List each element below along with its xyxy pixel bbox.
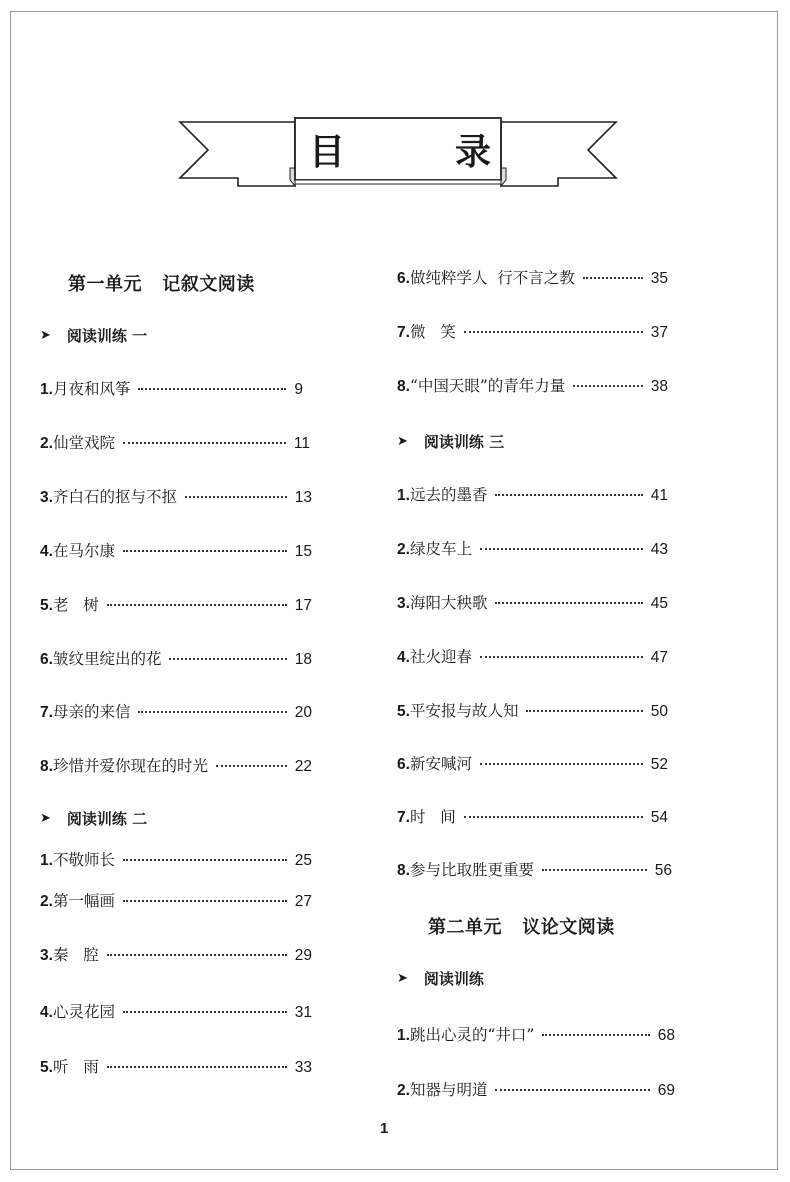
dot-leader <box>526 710 642 712</box>
entry-title: “中国天眼”的青年力量 <box>409 377 566 395</box>
dot-leader <box>138 388 286 390</box>
entry-page: 33 <box>294 1059 312 1076</box>
entry-page: 50 <box>650 703 668 720</box>
dot-leader <box>107 604 287 606</box>
toc-entry[interactable] <box>40 1000 312 1022</box>
entry-title: 珍惜并爱你现在的时光 <box>52 757 208 775</box>
toc-entry[interactable] <box>397 1078 675 1100</box>
entry-title: 微 笑 <box>409 323 456 341</box>
entry-page: 45 <box>650 595 668 612</box>
entry-number: 7. <box>40 704 53 721</box>
entry-number: 1. <box>397 487 410 504</box>
entry-page: 13 <box>294 489 312 506</box>
entry-page: 20 <box>294 704 312 721</box>
unit-1-title: 第一单元 记叙文阅读 <box>68 274 255 295</box>
entry-page: 47 <box>650 649 668 666</box>
toc-title <box>295 119 505 179</box>
dot-leader <box>123 442 286 444</box>
section-label: 阅读训练 <box>423 970 484 988</box>
dot-leader <box>495 602 642 604</box>
section-heading <box>40 808 147 829</box>
entry-number: 5. <box>40 597 53 614</box>
dot-leader <box>464 331 643 333</box>
toc-entry[interactable] <box>40 485 312 507</box>
entry-page: 41 <box>650 487 668 504</box>
entry-page: 25 <box>294 852 312 869</box>
entry-page: 15 <box>294 543 312 560</box>
entry-page: 38 <box>650 378 668 395</box>
dot-leader <box>464 816 643 818</box>
entry-page: 68 <box>657 1027 675 1044</box>
dot-leader <box>583 277 643 279</box>
entry-page: 52 <box>650 756 668 773</box>
section-heading <box>397 968 484 989</box>
toc-entry[interactable] <box>40 943 312 965</box>
toc-entry[interactable] <box>40 593 312 615</box>
entry-number: 4. <box>397 649 410 666</box>
entry-page: 27 <box>294 893 312 910</box>
dot-leader <box>542 869 647 871</box>
toc-entry[interactable] <box>40 647 312 669</box>
entry-number: 6. <box>397 270 410 287</box>
section-heading <box>397 431 504 452</box>
toc-entry[interactable] <box>397 1023 675 1045</box>
toc-entry[interactable] <box>397 483 668 505</box>
entry-number: 1. <box>40 852 53 869</box>
entry-number: 8. <box>40 758 53 775</box>
toc-entry[interactable] <box>397 320 668 342</box>
toc-entry[interactable] <box>40 889 312 911</box>
entry-title: 第一幅画 <box>52 892 115 910</box>
entry-number: 8. <box>397 862 410 879</box>
toc-entry[interactable] <box>40 431 310 453</box>
entry-page: 22 <box>294 758 312 775</box>
section-label: 阅读训练 三 <box>423 433 505 451</box>
entry-title: 皱纹里绽出的花 <box>52 650 162 668</box>
entry-page: 31 <box>294 1004 312 1021</box>
entry-number: 2. <box>40 435 53 452</box>
dot-leader <box>169 658 286 660</box>
entry-title: 参与比取胜更重要 <box>409 861 534 879</box>
dot-leader <box>216 765 287 767</box>
entry-number: 2. <box>40 893 53 910</box>
entry-title: 月夜和风筝 <box>52 380 131 398</box>
section-heading <box>40 325 147 346</box>
entry-page: 17 <box>294 597 312 614</box>
page-number: 1 <box>380 1120 389 1137</box>
entry-number: 3. <box>40 947 53 964</box>
dot-leader <box>123 859 287 861</box>
dot-leader <box>480 763 643 765</box>
toc-entry[interactable] <box>397 752 668 774</box>
toc-entry[interactable] <box>40 539 312 561</box>
toc-entry[interactable] <box>397 858 672 880</box>
entry-title: 时 间 <box>409 808 456 826</box>
entry-page: 37 <box>650 324 668 341</box>
entry-page: 9 <box>294 381 303 398</box>
entry-page: 29 <box>294 947 312 964</box>
entry-title: 新安喊河 <box>409 755 472 773</box>
arrow-bullet-icon: ➤ <box>397 434 408 449</box>
dot-leader <box>138 711 286 713</box>
entry-title: 海阳大秧歌 <box>409 594 488 612</box>
dot-leader <box>542 1034 649 1036</box>
entry-number: 1. <box>40 381 53 398</box>
toc-entry[interactable] <box>397 699 668 721</box>
arrow-bullet-icon: ➤ <box>397 971 408 986</box>
toc-entry[interactable] <box>397 645 668 667</box>
dot-leader <box>107 1066 287 1068</box>
entry-title: 母亲的来信 <box>52 703 131 721</box>
entry-number: 3. <box>397 595 410 612</box>
toc-entry[interactable] <box>397 374 668 396</box>
arrow-bullet-icon: ➤ <box>40 328 51 343</box>
toc-entry[interactable] <box>397 591 668 613</box>
entry-number: 7. <box>397 324 410 341</box>
entry-title: 齐白石的抠与不抠 <box>52 488 177 506</box>
unit-2-title: 第二单元 议论文阅读 <box>428 917 615 938</box>
entry-page: 43 <box>650 541 668 558</box>
dot-leader <box>123 550 287 552</box>
entry-number: 3. <box>40 489 53 506</box>
entry-page: 18 <box>294 651 312 668</box>
toc-entry[interactable] <box>397 266 668 288</box>
entry-title: 听 雨 <box>52 1058 99 1076</box>
entry-title: 平安报与故人知 <box>409 702 519 720</box>
toc-title-char-2: 录 <box>454 131 491 173</box>
entry-number: 2. <box>397 541 410 558</box>
toc-entry[interactable] <box>40 700 312 722</box>
dot-leader <box>480 656 643 658</box>
entry-title: 不敬师长 <box>52 851 115 869</box>
toc-entry[interactable] <box>40 1055 312 1077</box>
entry-title: 知器与明道 <box>409 1081 488 1099</box>
entry-title: 心灵花园 <box>52 1003 115 1021</box>
toc-entry[interactable] <box>397 537 668 559</box>
entry-number: 5. <box>397 703 410 720</box>
entry-title: 仙堂戏院 <box>52 434 115 452</box>
dot-leader <box>185 496 287 498</box>
entry-title: 社火迎春 <box>409 648 472 666</box>
entry-page: 11 <box>293 435 310 452</box>
toc-title-char-1: 目 <box>309 131 346 173</box>
entry-page: 69 <box>657 1082 675 1099</box>
toc-entry[interactable] <box>40 377 303 399</box>
entry-title: 秦 腔 <box>52 946 99 964</box>
section-label: 阅读训练 一 <box>66 327 148 345</box>
dot-leader <box>107 954 287 956</box>
dot-leader <box>480 548 643 550</box>
dot-leader <box>495 1089 649 1091</box>
entry-title: 绿皮车上 <box>409 540 472 558</box>
entry-number: 7. <box>397 809 410 826</box>
entry-number: 4. <box>40 1004 53 1021</box>
entry-title: 做纯粹学人 行不言之教 <box>409 269 575 287</box>
entry-number: 6. <box>40 651 53 668</box>
toc-entry[interactable] <box>40 848 312 870</box>
entry-title: 老 树 <box>52 596 99 614</box>
section-label: 阅读训练 二 <box>66 810 148 828</box>
entry-number: 6. <box>397 756 410 773</box>
dot-leader <box>495 494 642 496</box>
toc-entry[interactable] <box>397 805 668 827</box>
toc-entry[interactable] <box>40 754 312 776</box>
entry-title: 远去的墨香 <box>409 486 488 504</box>
entry-number: 8. <box>397 378 410 395</box>
entry-number: 4. <box>40 543 53 560</box>
dot-leader <box>123 900 287 902</box>
entry-page: 56 <box>654 862 672 879</box>
dot-leader <box>123 1011 287 1013</box>
entry-number: 2. <box>397 1082 410 1099</box>
arrow-bullet-icon: ➤ <box>40 811 51 826</box>
dot-leader <box>573 385 642 387</box>
entry-title: 在马尔康 <box>52 542 115 560</box>
entry-page: 35 <box>650 270 668 287</box>
entry-number: 1. <box>397 1027 410 1044</box>
entry-title: 跳出心灵的“井口” <box>409 1026 535 1044</box>
entry-page: 54 <box>650 809 668 826</box>
entry-number: 5. <box>40 1059 53 1076</box>
